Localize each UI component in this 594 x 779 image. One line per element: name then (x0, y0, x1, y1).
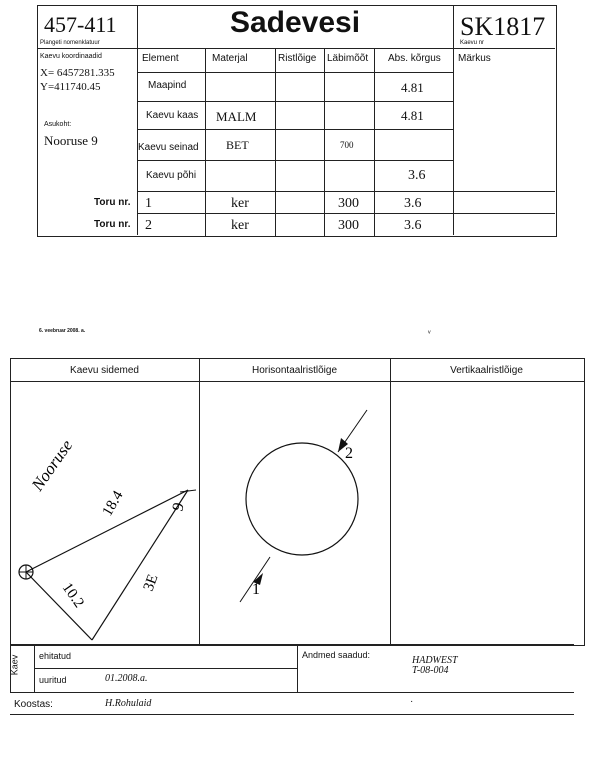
well-number-label: Kaevu nr (460, 40, 485, 46)
surveyed-value: 01.2008.a. (105, 673, 148, 684)
date-note: 6. veebruar 2008. a. (39, 328, 86, 334)
pipe-2-mark: 2 (345, 445, 353, 462)
sketch-horizontal (200, 382, 390, 644)
date-mark: ᵥ (428, 326, 431, 335)
col-horizontal-title: Horisontaalristlõige (251, 365, 338, 376)
distance-10-2: 10.2 (58, 580, 87, 611)
built-label: ehitatud (39, 651, 72, 661)
pipe-2-diameter: 300 (338, 218, 359, 233)
nomenclature-number: 457-411 (44, 12, 117, 37)
well-circle (246, 443, 358, 555)
coord-x: X= 6457281.335 (40, 67, 115, 79)
surveyed-label: uuritud (39, 675, 67, 685)
pipe-2-label: Toru nr. (94, 219, 131, 230)
page-title: Sadevesi (229, 6, 361, 39)
header-element: Element (142, 53, 179, 64)
author-value: H.Rohulaid (105, 698, 152, 709)
pipe-2-number: 2 (145, 218, 152, 233)
row-ground-elevation: 4.81 (401, 80, 424, 95)
row-bottom-element: Kaevu põhi (146, 170, 197, 181)
row-cover-element: Kaevu kaas (146, 110, 199, 121)
point-3e: 3E (140, 572, 162, 594)
pipe-1-elevation: 3.6 (404, 196, 422, 211)
pipe-1-material: ker (231, 196, 249, 211)
row-ground-element: Maapind (148, 80, 187, 91)
source-value-2: T-08-004 (412, 665, 449, 676)
header-section: Ristlõige (278, 53, 317, 64)
well-number: SK1817 (460, 12, 546, 41)
col-links-title: Kaevu sidemed (70, 365, 139, 376)
sketch-links (10, 382, 199, 644)
header-elevation: Abs. kõrgus (388, 53, 441, 64)
address: Nooruse 9 (44, 133, 98, 148)
distance-18-4: 18.4 (99, 488, 127, 519)
source-label: Andmed saadud: (302, 650, 371, 660)
footer-side-label: Kaev (9, 654, 20, 676)
author-label: Koostas: (14, 699, 53, 710)
pipe-1-mark: 1 (252, 581, 260, 598)
nomenclature-label: Plangeti nomenklatuur (40, 40, 100, 46)
header-material: Materjal (212, 53, 248, 64)
row-walls-element: Kaevu seinad (138, 142, 199, 153)
row-walls-material: BET (226, 138, 249, 152)
footer-mark: · (410, 696, 414, 707)
pipe-2-material: ker (231, 218, 249, 233)
pipe-1-label: Toru nr. (94, 197, 131, 208)
pipe-1-diameter: 300 (338, 196, 359, 211)
address-label: Asukoht: (44, 121, 72, 128)
pipe-1-number: 1 (145, 196, 152, 211)
col-vertical-title: Vertikaalristlõige (450, 365, 523, 376)
header-diameter: Läbimõõt (327, 53, 369, 64)
street-label: Nooruse (27, 436, 77, 495)
row-walls-diameter: 700 (340, 140, 354, 150)
coord-y: Y=411740.45 (40, 81, 101, 93)
row-cover-material: MALM (216, 109, 257, 124)
coords-label: Kaevu koordinaadid (40, 53, 102, 60)
source-value-1: HADWEST (412, 655, 458, 666)
row-bottom-elevation: 3.6 (408, 168, 426, 183)
row-cover-elevation: 4.81 (401, 108, 424, 123)
pipe-2-elevation: 3.6 (404, 218, 422, 233)
header-remarks: Märkus (458, 53, 491, 64)
point-9: 9 (169, 500, 188, 514)
